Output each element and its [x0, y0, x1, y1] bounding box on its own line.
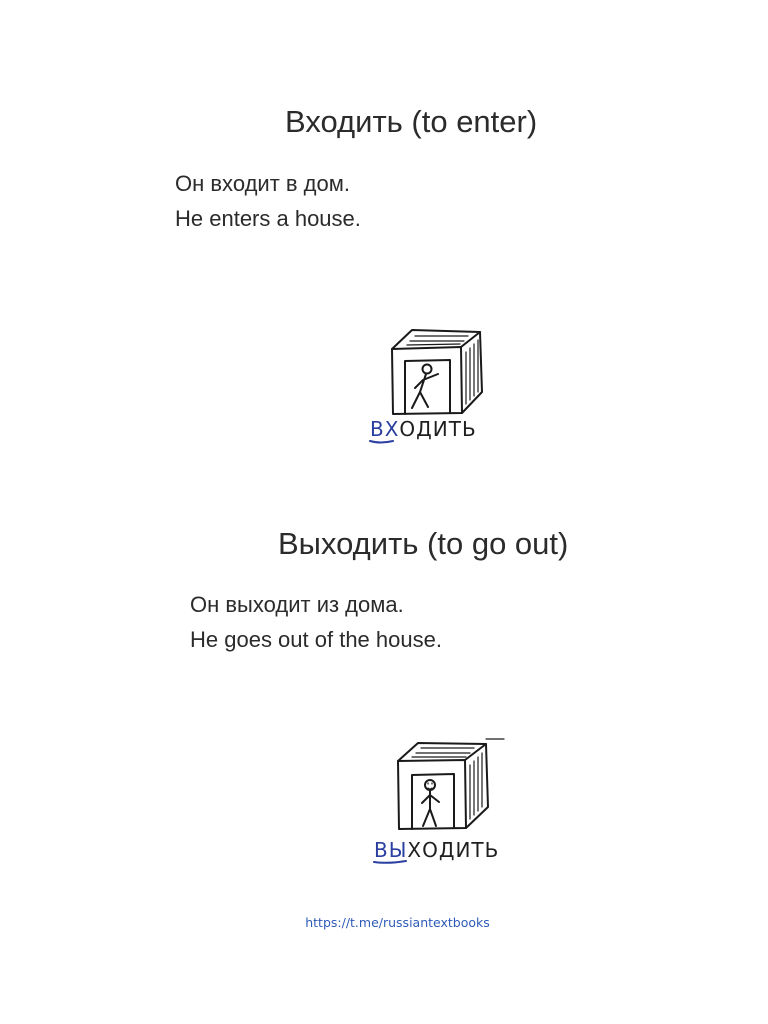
illustration-2-label-rest: ХОДИТЬ	[407, 838, 500, 862]
house-entering-icon	[360, 322, 500, 446]
section-1-russian-sentence: Он входит в дом.	[175, 171, 350, 196]
house-exiting-icon	[362, 733, 512, 865]
section-2-english-sentence: He goes out of the house.	[190, 627, 442, 652]
section-2-russian-sentence: Он выходит из дома.	[190, 592, 404, 617]
illustration-1-label	[370, 417, 477, 441]
illustration-1-label-prefix: ВХ	[370, 417, 400, 441]
section-1-heading: Входить (to enter)	[285, 104, 538, 139]
illustration-1-label-rest: ОДИТЬ	[399, 417, 477, 441]
footer-telegram-link[interactable]: https://t.me/russiantextbooks	[305, 915, 490, 930]
illustration-2-label	[374, 838, 499, 862]
section-2-heading: Выходить (to go out)	[278, 526, 569, 561]
illustration-1-underline	[370, 441, 393, 443]
section-1-english-sentence: He enters a house.	[175, 206, 361, 231]
illustration-2-label-prefix: ВЫ	[374, 838, 408, 862]
